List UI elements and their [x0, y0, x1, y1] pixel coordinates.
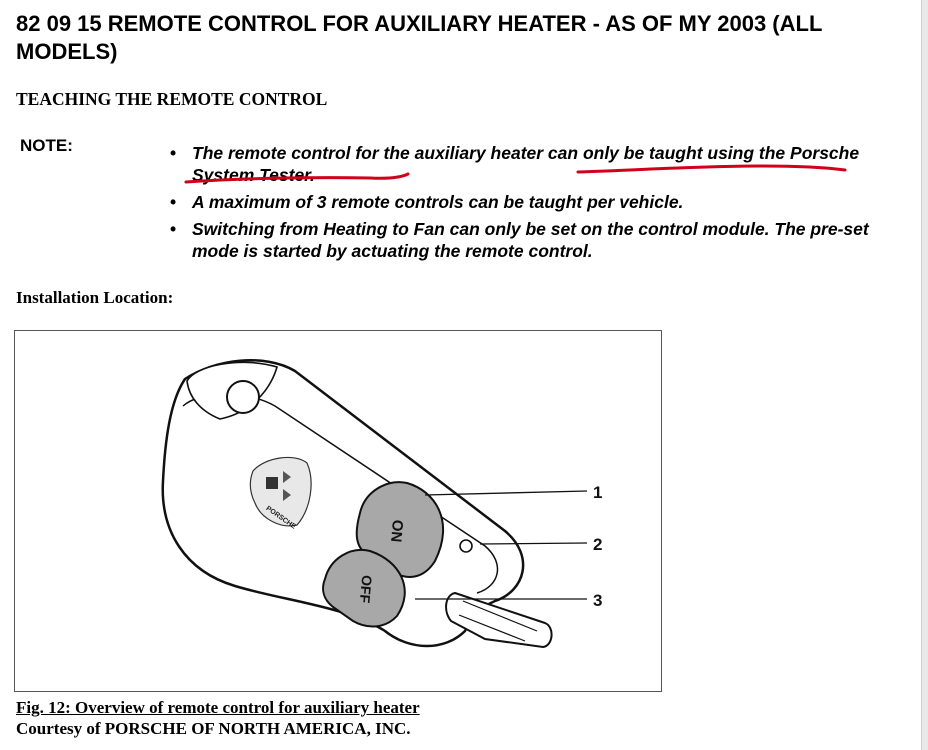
note-item: [166, 191, 886, 213]
callout-2: 2: [593, 535, 603, 554]
note-list: [166, 142, 886, 267]
callout-3: 3: [593, 591, 603, 610]
page-edge-scrollbar: [921, 0, 928, 750]
bullet-icon: •: [170, 192, 177, 212]
note-label: NOTE:: [20, 136, 73, 155]
bullet-icon: •: [170, 219, 177, 239]
note-text: The remote control for the auxiliary heater can only be taught using the Porsche System Tester.: [192, 143, 860, 185]
callout-1: 1: [593, 483, 603, 502]
section-heading: TEACHING THE REMOTE CONTROL: [16, 89, 328, 109]
remote-control-illustration: [15, 331, 661, 691]
bullet-icon: •: [170, 143, 177, 163]
note-item: [166, 218, 886, 262]
key-blade: [446, 593, 552, 647]
figure-courtesy: Courtesy of PORSCHE OF NORTH AMERICA, INC.: [16, 719, 411, 738]
key-ring-hole: [227, 381, 259, 413]
svg-text:OFF: OFF: [356, 574, 376, 604]
figure-caption: Fig. 12: Overview of remote control for auxiliary heater: [16, 698, 420, 717]
svg-text:PORSCHE: PORSCHE: [264, 505, 297, 531]
svg-text:ON: ON: [387, 519, 406, 543]
note-text: Switching from Heating to Fan can only be set on the control module. The pre-set mode is started by actuating the remote control.: [192, 219, 869, 261]
remote-control-figure: [14, 330, 662, 692]
installation-location-label: Installation Location:: [16, 288, 174, 307]
note-item: [166, 142, 886, 186]
note-text: A maximum of 3 remote controls can be taught per vehicle.: [192, 192, 684, 212]
led-indicator: [460, 540, 472, 552]
page-title: 82 09 15 REMOTE CONTROL FOR AUXILIARY HEATER - AS OF MY 2003 (ALL MODELS): [16, 11, 822, 64]
